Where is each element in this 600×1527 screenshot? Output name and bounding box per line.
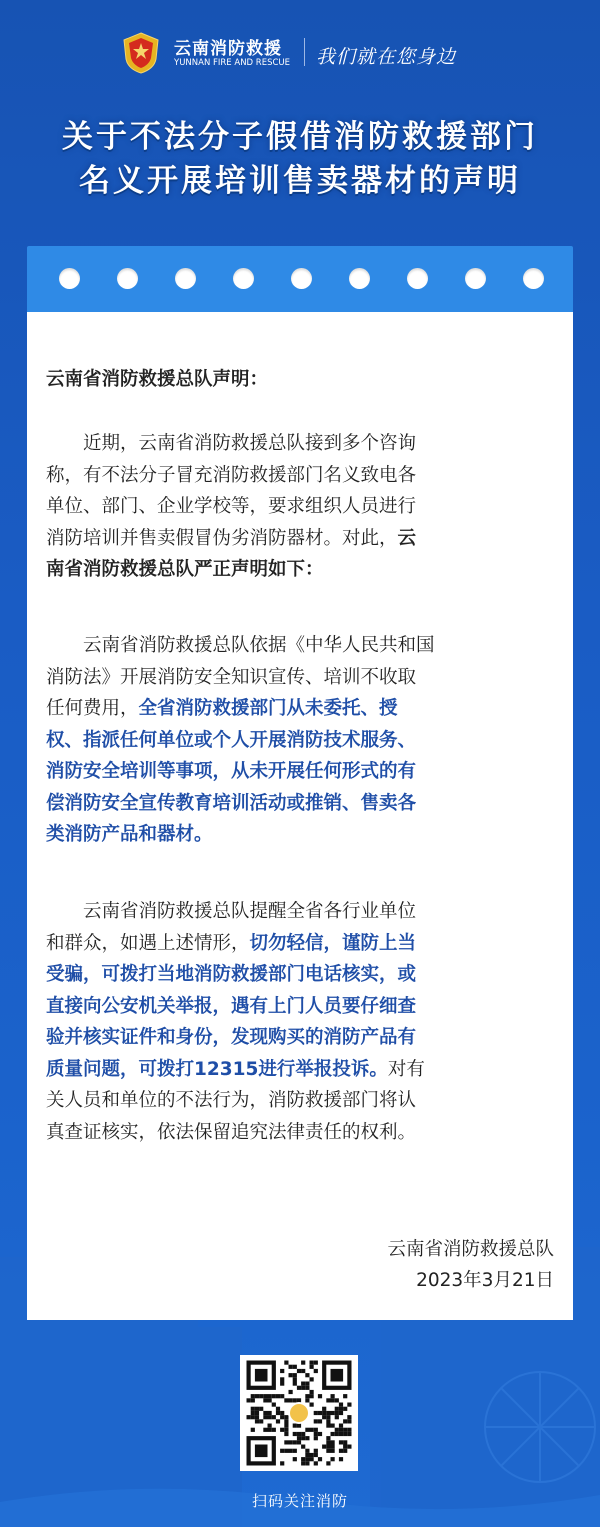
- signature-block: [387, 1234, 554, 1296]
- binder-hole: [117, 268, 138, 289]
- text-line: [46, 693, 554, 725]
- binder-hole: [465, 268, 486, 289]
- notebook-card-header: [27, 246, 573, 312]
- text-line: 消防法》开展消防安全知识宣传、培训不收取: [46, 666, 417, 688]
- signature-org: 云南省消防救援总队: [387, 1239, 554, 1260]
- text-segment: 和群众，如遇上述情形，: [46, 932, 250, 954]
- notice-card: [27, 312, 573, 1320]
- emphasis-segment: 质量问题，可拨打12315进行举报投诉。: [46, 1058, 388, 1080]
- bold-segment: 云: [397, 527, 417, 549]
- notice-heading: 云南省消防救援总队声明：: [46, 369, 269, 390]
- text-segment: 消防培训并售卖假冒伪劣消防器材。对此，: [46, 527, 398, 549]
- binder-hole: [59, 268, 80, 289]
- text-line: [46, 928, 554, 960]
- text-line: 关人员和单位的不法行为，消防救援部门将认: [46, 1090, 417, 1111]
- binder-hole: [175, 268, 196, 289]
- emphasis-line: 受骗，可拨打当地消防救援部门电话核实，或: [46, 964, 417, 985]
- text-line: 称，有不法分子冒充消防救援部门名义致电各: [46, 464, 417, 486]
- notice-paragraph-3: [46, 896, 554, 1148]
- brand-header: [0, 28, 600, 78]
- binder-hole: [407, 268, 428, 289]
- title-line-2: 名义开展培训售卖器材的声明: [79, 163, 521, 199]
- emphasis-line: 偿消防安全宣传教育培训活动或推销、售卖各: [46, 792, 417, 814]
- text-line: [46, 1054, 554, 1086]
- text-segment: 对有: [387, 1058, 425, 1080]
- emphasis-line: 类消防产品和器材。: [46, 824, 213, 845]
- qr-code-image: [240, 1355, 358, 1471]
- text-line: 单位、部门、企业学校等，要求组织人员进行: [46, 496, 417, 517]
- binder-hole: [523, 268, 544, 289]
- text-line: 真查证核实，依法保留追究法律责任的权利。: [46, 1121, 417, 1143]
- emphasis-line: 直接向公安机关举报，遇有上门人员要仔细查: [46, 995, 417, 1017]
- notice-paragraph-1: [46, 428, 554, 586]
- text-line: [46, 523, 554, 555]
- binder-hole: [291, 268, 312, 289]
- binder-hole: [349, 268, 370, 289]
- emphasis-segment: 全省消防救援部门从未委托、授: [138, 698, 398, 719]
- bold-line: 南省消防救援总队严正声明如下：: [46, 559, 324, 580]
- emphasis-segment: 切勿轻信，谨防上当: [249, 932, 417, 954]
- text-segment: 任何费用，: [46, 698, 139, 719]
- signature-date: 2023年3月21日: [416, 1270, 554, 1291]
- notice-paragraph-2: [46, 630, 554, 851]
- org-name-en: YUNNAN FIRE AND RESCUE: [174, 58, 290, 68]
- page-title: [0, 115, 600, 203]
- qr-label: 扫码关注消防: [251, 1492, 348, 1510]
- emphasis-line: 权、指派任何单位或个人开展消防技术服务、: [46, 729, 417, 751]
- text-line: 云南省消防救援总队提醒全省各行业单位: [46, 901, 417, 922]
- emphasis-line: 消防安全培训等事项，从未开展任何形式的有: [46, 761, 417, 782]
- fire-rescue-emblem-icon: [121, 32, 161, 74]
- slogan: 我们就在您身边: [316, 46, 457, 68]
- text-line: 近期，云南省消防救援总队接到多个咨询: [46, 433, 417, 454]
- binder-hole: [233, 268, 254, 289]
- qr-code[interactable]: [240, 1355, 358, 1471]
- header-divider: [304, 38, 305, 66]
- org-name-cn: 云南消防救援: [174, 39, 282, 59]
- text-line: 云南省消防救援总队依据《中华人民共和国: [46, 635, 435, 656]
- emphasis-line: 验并核实证件和身份，发现购买的消防产品有: [46, 1027, 417, 1048]
- title-line-1: 关于不法分子假借消防救援部门: [62, 119, 538, 155]
